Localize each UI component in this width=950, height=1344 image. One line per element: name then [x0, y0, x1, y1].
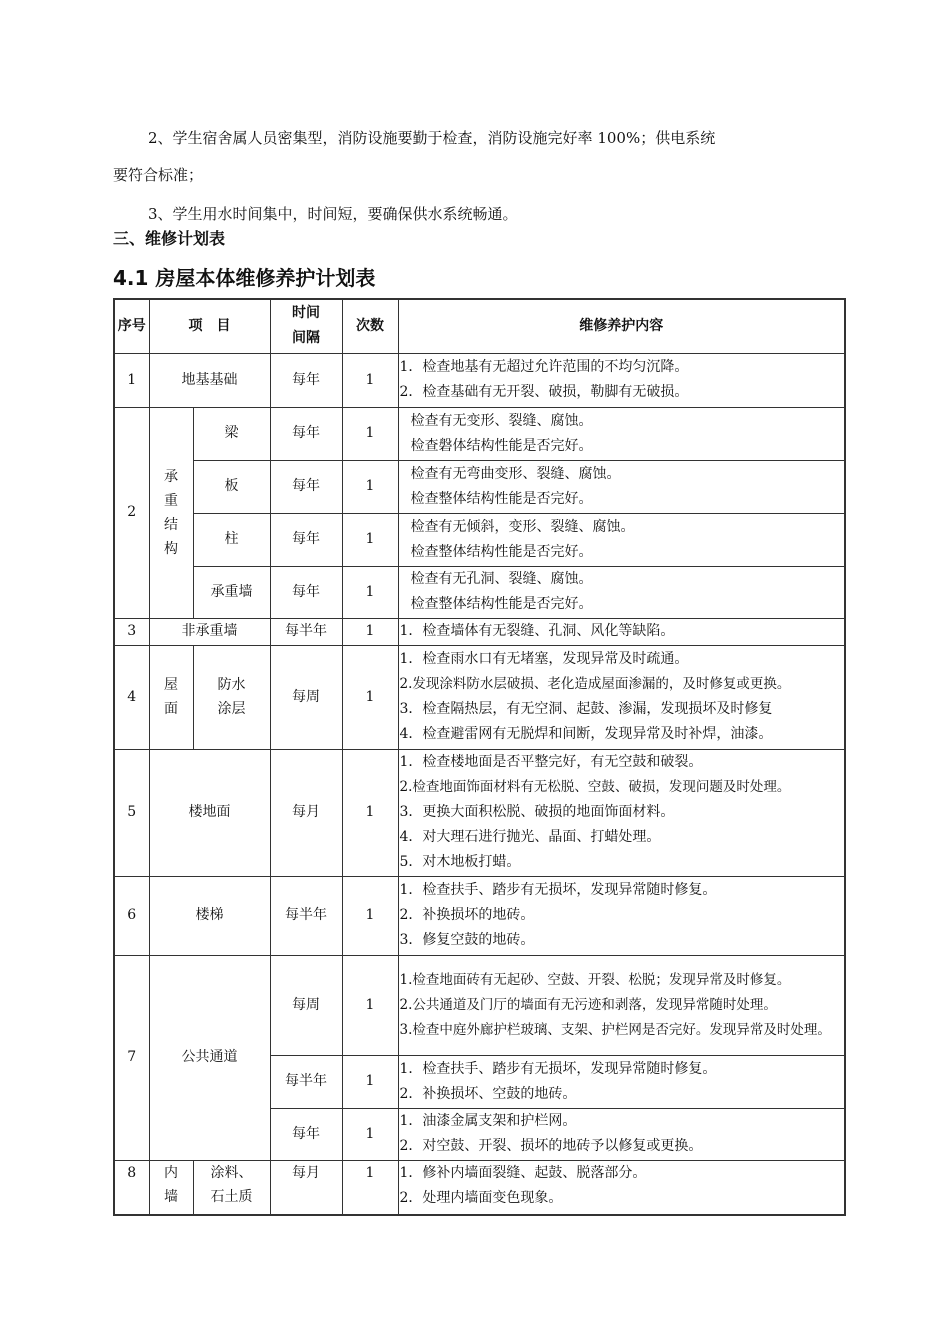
item-cell: 柱	[193, 513, 270, 566]
table-header-row	[114, 299, 845, 353]
item-cell: 防水 涂层	[193, 645, 270, 749]
content-cell: 1．检查楼地面是否平整完好，有无空鼓和破裂。 2.检查地面饰面材料有无松脱、空鼓、破损，发现问题及时处理。 3．更换大面积松脱、破损的地面饰面材料。 4．对大理石进行抛光、晶面、打蜡处理。 5．对木地板打蜡。	[398, 749, 845, 876]
count-cell: 1	[342, 1055, 398, 1108]
table-row	[114, 955, 845, 1055]
paragraph-2-line-1: 2、学生宿舍属人员密集型，消防设施要勤于检查，消防设施完好率 100%；供电系统	[148, 129, 716, 147]
count-cell: 1	[342, 353, 398, 407]
interval-cell: 每周	[270, 645, 342, 749]
count-cell: 1	[342, 749, 398, 876]
interval-cell: 每半年	[270, 876, 342, 955]
table-row	[114, 876, 845, 955]
count-cell: 1	[342, 566, 398, 618]
content-cell: 1．检查雨水口有无堵塞，发现异常及时疏通。 2.发现涂料防水层破损、老化造成屋面渗漏的，及时修复或更换。 3．检查隔热层，有无空洞、起鼓、渗漏，发现损坏及时修复 4．检查避雷网有无脱焊和间断，发现异常及时补焊，油漆。	[398, 645, 845, 749]
item-cell: 地基基础	[149, 353, 270, 407]
table-title: 4.1 房屋本体维修养护计划表	[113, 266, 376, 290]
count-cell: 1	[342, 513, 398, 566]
table-row	[114, 353, 845, 407]
item-cell: 楼地面	[149, 749, 270, 876]
interval-cell: 每年	[270, 460, 342, 513]
table-row	[114, 460, 845, 513]
group-cell-roof: 屋 面	[149, 645, 193, 749]
count-cell: 1	[342, 1108, 398, 1160]
seq-cell: 5	[114, 749, 149, 876]
content-cell: 1．检查扶手、踏步有无损坏，发现异常随时修复。 2．补换损坏、空鼓的地砖。	[398, 1055, 845, 1108]
interval-cell: 每周	[270, 955, 342, 1055]
interval-cell: 每年	[270, 1108, 342, 1160]
header-seq: 序号	[114, 299, 149, 353]
table-row	[114, 618, 845, 645]
content-cell: 1．检查墙体有无裂缝、孔洞、风化等缺陷。	[398, 618, 845, 645]
item-cell: 板	[193, 460, 270, 513]
content-cell: 检查有无倾斜，变形、裂缝、腐蚀。 检查整体结构性能是否完好。	[398, 513, 845, 566]
content-cell: 1.检查地面砖有无起砂、空鼓、开裂、松脱；发现异常及时修复。 2.公共通道及门厅的墙面有无污迹和剥落，发现异常随时处理。 3.检查中庭外廊护栏玻璃、支架、护栏网是否完好。发现异常及时处理。	[398, 955, 845, 1055]
content-cell: 检查有无变形、裂缝、腐蚀。 检查磐体结构性能是否完好。	[398, 407, 845, 460]
table-row	[114, 566, 845, 618]
table-row	[114, 749, 845, 876]
group-cell-inner-wall: 内 墙	[149, 1160, 193, 1215]
count-cell: 1	[342, 1160, 398, 1215]
header-item: 项 目	[149, 299, 270, 353]
maintenance-plan-table	[113, 298, 846, 1216]
content-cell: 1．检查地基有无超过允许范围的不均匀沉降。 2．检查基础有无开裂、破损，勒脚有无破损。	[398, 353, 845, 407]
seq-cell: 8	[114, 1160, 149, 1215]
item-cell: 公共通道	[149, 955, 270, 1160]
interval-cell: 每半年	[270, 618, 342, 645]
interval-cell: 每年	[270, 353, 342, 407]
table-row	[114, 513, 845, 566]
interval-cell: 每半年	[270, 1055, 342, 1108]
count-cell: 1	[342, 407, 398, 460]
header-count: 次数	[342, 299, 398, 353]
seq-cell: 1	[114, 353, 149, 407]
count-cell: 1	[342, 645, 398, 749]
item-cell: 非承重墙	[149, 618, 270, 645]
seq-cell: 7	[114, 955, 149, 1160]
count-cell: 1	[342, 876, 398, 955]
paragraph-2-line-2: 要符合标准；	[113, 166, 204, 184]
paragraph-3: 3、学生用水时间集中，时间短，要确保供水系统畅通。	[148, 205, 518, 223]
header-interval: 时间 间隔	[270, 299, 342, 353]
group-cell-load-bearing: 承 重 结 构	[149, 407, 193, 618]
content-cell: 1．修补内墙面裂缝、起鼓、脱落部分。 2．处理内墙面变色现象。	[398, 1160, 845, 1215]
table-row	[114, 407, 845, 460]
item-cell: 楼梯	[149, 876, 270, 955]
seq-cell: 2	[114, 407, 149, 618]
content-cell: 检查有无孔洞、裂缝、腐蚀。 检查整体结构性能是否完好。	[398, 566, 845, 618]
interval-cell: 每月	[270, 1160, 342, 1215]
interval-cell: 每年	[270, 513, 342, 566]
item-cell: 涂料、 石土质	[193, 1160, 270, 1215]
seq-cell: 6	[114, 876, 149, 955]
interval-cell: 每月	[270, 749, 342, 876]
count-cell: 1	[342, 460, 398, 513]
table-row	[114, 1160, 845, 1215]
interval-cell: 每年	[270, 407, 342, 460]
seq-cell: 4	[114, 645, 149, 749]
content-cell: 1．油漆金属支架和护栏网。 2．对空鼓、开裂、损坏的地砖予以修复或更换。	[398, 1108, 845, 1160]
item-cell: 承重墙	[193, 566, 270, 618]
section-title: 三、维修计划表	[113, 229, 226, 248]
item-cell: 梁	[193, 407, 270, 460]
content-cell: 1．检查扶手、踏步有无损坏，发现异常随时修复。 2．补换损坏的地砖。 3．修复空鼓的地砖。	[398, 876, 845, 955]
count-cell: 1	[342, 955, 398, 1055]
table-row	[114, 645, 845, 749]
content-cell: 检查有无弯曲变形、裂缝、腐蚀。 检查整体结构性能是否完好。	[398, 460, 845, 513]
seq-cell: 3	[114, 618, 149, 645]
interval-cell: 每年	[270, 566, 342, 618]
count-cell: 1	[342, 618, 398, 645]
header-content: 维修养护内容	[398, 299, 845, 353]
